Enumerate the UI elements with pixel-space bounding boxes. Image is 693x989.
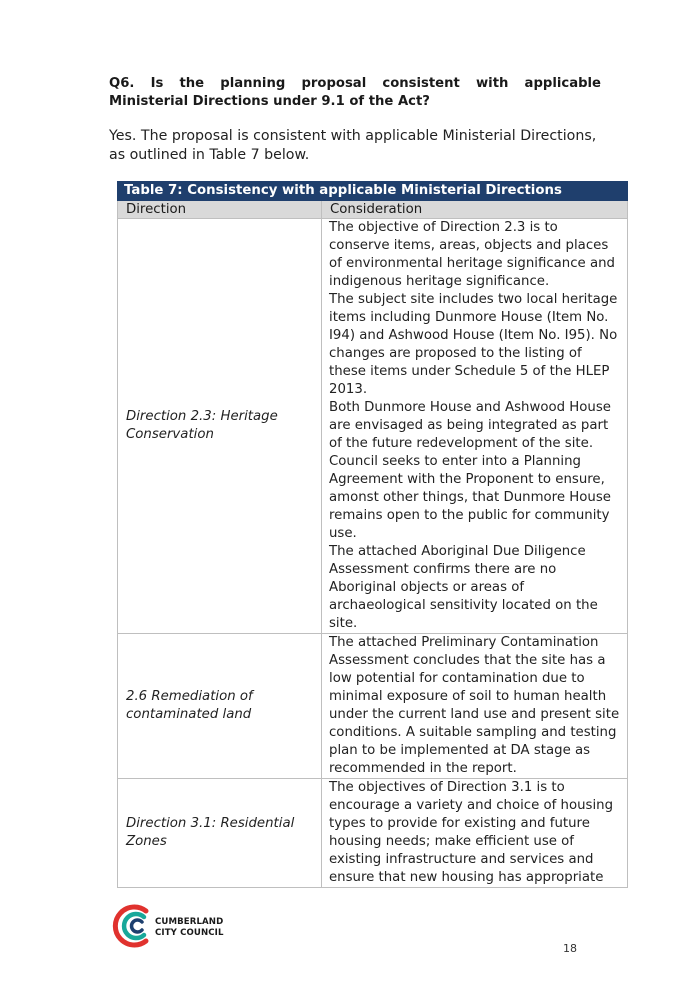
consideration-cell	[322, 634, 628, 779]
consideration-paragraph: The attached Aboriginal Due Diligence Assessment confirms there are no Aboriginal objects or areas of archaeological sensitivity located on the site.	[329, 544, 598, 631]
consideration-paragraph: The objectives of Direction 3.1 is to encourage a variety and choice of housing types to provide for existing and future housing needs; make efficient use of existing infrastructure and services and ensure that new housing has appropriate	[329, 780, 614, 885]
table-row	[118, 634, 628, 779]
direction-cell: Direction 2.3: Heritage Conservation	[118, 219, 322, 634]
direction-cell: 2.6 Remediation of contaminated land	[118, 634, 322, 779]
intro-paragraph: Yes. The proposal is consistent with applicable Ministerial Directions, as outlined in Table 7 below.	[109, 128, 597, 163]
logo-line-1: CUMBERLAND	[155, 917, 224, 927]
consideration-cell	[322, 779, 628, 888]
table-row	[118, 779, 628, 888]
council-logo-text	[155, 917, 224, 938]
question-heading: Q6. Is the planning proposal consistent with applicable Ministerial Directions under 9.1 of the Act?	[109, 76, 601, 109]
consistency-table	[117, 181, 628, 888]
logo-line-2: CITY COUNCIL	[155, 927, 224, 938]
direction-cell: Direction 3.1: Residential Zones	[118, 779, 322, 888]
column-header-consideration: Consideration	[322, 201, 628, 219]
consideration-paragraph: The objective of Direction 2.3 is to conserve items, areas, objects and places of environmental heritage significance and indigenous heritage significance.	[329, 220, 615, 289]
table-caption: Table 7: Consistency with applicable Ministerial Directions	[118, 182, 628, 201]
consideration-paragraph: Both Dunmore House and Ashwood House are envisaged as being integrated as part of the future redevelopment of the site. Council seeks to enter into a Planning Agreement with the Proponent to ensure, amonst other things, that Dunmore House remains open to the public for community use.	[329, 400, 611, 541]
consideration-cell	[322, 219, 628, 634]
column-header-direction: Direction	[118, 201, 322, 219]
page-number: 18	[563, 942, 577, 955]
table-row	[118, 219, 628, 634]
consideration-paragraph: The attached Preliminary Contamination Assessment concludes that the site has a low potential for contamination due to minimal exposure of soil to human health under the current land use and present site conditions. A suitable sampling and testing plan to be implemented at DA stage as recommended in the report.	[329, 635, 620, 776]
consideration-paragraph: The subject site includes two local heritage items including Dunmore House (Item No. I94) and Ashwood House (Item No. I95). No changes are proposed to the listing of these items under Schedule 5 of the HLEP 2013.	[329, 292, 618, 397]
